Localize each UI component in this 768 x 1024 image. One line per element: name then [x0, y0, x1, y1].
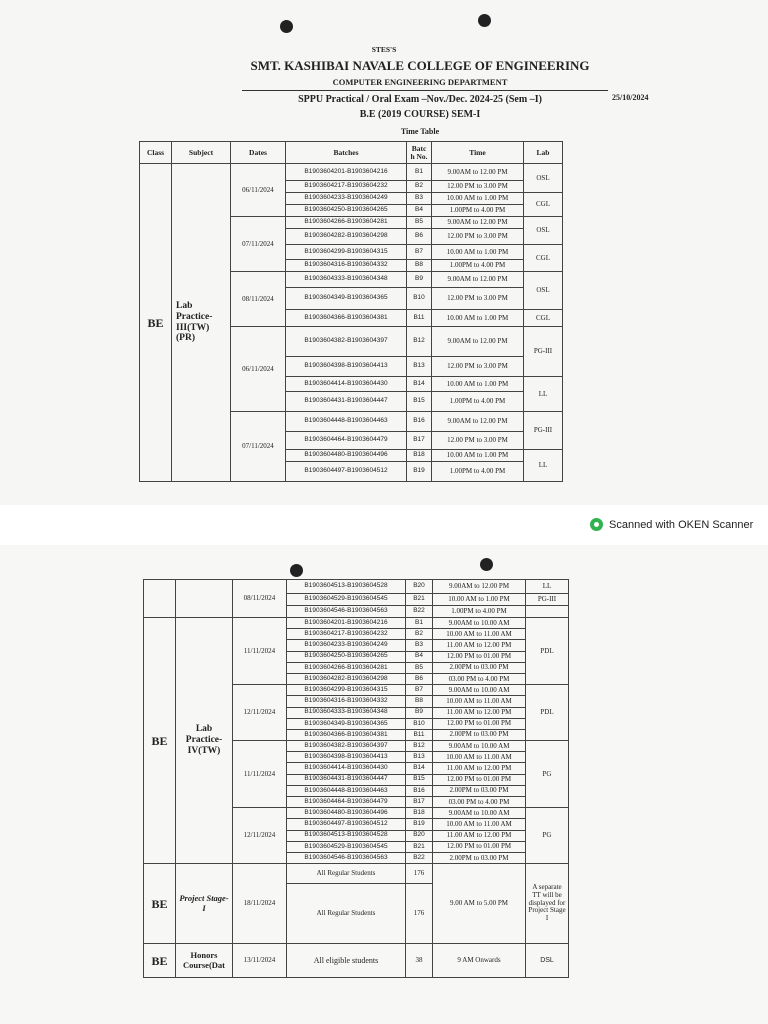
college-name: SMT. KASHIBAI NAVALE COLLEGE OF ENGINEERING — [250, 58, 590, 73]
time-slot: 9.00AM to 12.00 PM — [433, 580, 526, 594]
batch-range: B1903604480-B1903604496 — [286, 450, 407, 462]
time-slot: 10.00 AM to 11.00 AM — [433, 629, 526, 640]
oken-scanner-icon — [590, 518, 603, 531]
batch-number: B19 — [407, 462, 432, 482]
batch-range: B1903604201-B1903604216 — [286, 164, 407, 181]
batch-range: B1903604316-B1903604332 — [286, 260, 407, 272]
lab-cell: LL — [524, 377, 563, 412]
time-slot: 10.00 AM to 1.00 PM — [432, 310, 524, 327]
time-slot: 9.00AM to 10.00 AM — [433, 685, 526, 696]
department-name: COMPUTER ENGINEERING DEPARTMENT — [332, 77, 508, 87]
batch-range: B1903604349-B1903604365 — [286, 288, 407, 310]
col-batches: Batches — [286, 142, 407, 164]
subject-cell: Lab Practice-IV(TW) — [176, 618, 233, 864]
time-slot: 10.00 AM to 1.00 PM — [432, 377, 524, 392]
date-cell: 12/11/2024 — [233, 808, 287, 864]
time-slot: 2.00PM to 03.00 PM — [433, 662, 526, 673]
lab-cell: PG — [526, 741, 569, 808]
lab-cell: OSL — [524, 217, 563, 245]
time-slot: 12.00 PM to 01.00 PM — [433, 841, 526, 852]
col-lab: Lab — [524, 142, 563, 164]
batch-number: B12 — [406, 741, 433, 752]
time-slot: 9.00AM to 12.00 PM — [432, 412, 524, 432]
time-slot: 2.00PM to 03.00 PM — [433, 729, 526, 740]
batch-range: B1903604282-B1903604298 — [286, 229, 407, 245]
batch-range: B1903604233-B1903604249 — [287, 640, 406, 651]
lab-cell: CGL — [524, 245, 563, 272]
batch-range: B1903604217-B1903604232 — [286, 181, 407, 193]
student-count: 176 — [406, 864, 433, 884]
batch-number: B19 — [406, 819, 433, 830]
batch-range: B1903604448-B1903604463 — [287, 785, 406, 796]
batch-range: B1903604333-B1903604348 — [286, 272, 407, 288]
batch-range: B1903604233-B1903604249 — [286, 193, 407, 205]
col-subject: Subject — [172, 142, 231, 164]
batch-range: B1903604398-B1903604413 — [287, 752, 406, 763]
batch-range: B1903604414-B1903604430 — [287, 763, 406, 774]
batch-number: B17 — [407, 432, 432, 450]
batch-range: B1903604266-B1903604281 — [287, 662, 406, 673]
batch-range: B1903604282-B1903604298 — [287, 673, 406, 684]
scanned-page-1 — [0, 0, 768, 505]
batch-number: B20 — [406, 830, 433, 841]
batch-range: B1903604546-B1903604563 — [287, 606, 406, 618]
time-slot: 1.00PM to 4.00 PM — [432, 205, 524, 217]
class-cell: BE — [144, 618, 176, 864]
batch-number: B17 — [406, 797, 433, 808]
batch-number: B11 — [406, 729, 433, 740]
lab-cell: DSL — [526, 944, 569, 978]
batch-number: B14 — [407, 377, 432, 392]
date-cell: 06/11/2024 — [231, 164, 286, 217]
subject-cell: Honors Course(Dat — [176, 944, 233, 978]
batch-number: B8 — [406, 696, 433, 707]
batch-number: B20 — [406, 580, 433, 594]
time-slot: 2.00PM to 03.00 PM — [433, 852, 526, 863]
batch-number: B7 — [407, 245, 432, 260]
time-slot: 2.00PM to 03.00 PM — [433, 785, 526, 796]
time-slot: 9.00AM to 12.00 PM — [432, 217, 524, 229]
col-dates: Dates — [231, 142, 286, 164]
batch-number: B4 — [407, 205, 432, 217]
time-slot: 1.00PM to 4.00 PM — [432, 392, 524, 412]
time-slot: 10.00 AM to 1.00 PM — [432, 245, 524, 260]
batch-number: B6 — [406, 673, 433, 684]
lab-cell: LL — [526, 580, 569, 594]
time-slot: 12.00 PM to 3.00 PM — [432, 181, 524, 193]
time-slot: 9.00AM to 12.00 PM — [432, 272, 524, 288]
batch-number: B22 — [406, 852, 433, 863]
time-slot: 9.00AM to 10.00 AM — [433, 808, 526, 819]
lab-cell: PG-III — [524, 412, 563, 450]
batch-range: B1903604464-B1903604479 — [286, 432, 407, 450]
batch-number: B1 — [406, 618, 433, 629]
batch-number: B18 — [406, 808, 433, 819]
batch-number: B14 — [406, 763, 433, 774]
batch-range: B1903604366-B1903604381 — [287, 729, 406, 740]
batch-range: B1903604201-B1903604216 — [287, 618, 406, 629]
punch-hole-right — [480, 558, 493, 571]
batch-range: B1903604217-B1903604232 — [287, 629, 406, 640]
batch-number: B2 — [406, 629, 433, 640]
batch-range: B1903604349-B1903604365 — [287, 718, 406, 729]
time-slot: 12.00 PM to 3.00 PM — [432, 288, 524, 310]
lab-cell: CGL — [524, 310, 563, 327]
batch-range: B1903604431-B1903604447 — [287, 774, 406, 785]
batch-range: B1903604250-B1903604265 — [287, 651, 406, 662]
class-cell: BE — [144, 944, 176, 978]
batch-range: B1903604316-B1903604332 — [287, 696, 406, 707]
time-slot: 10.00 AM to 11.00 AM — [433, 696, 526, 707]
time-slot: 10.00 AM to 1.00 PM — [433, 594, 526, 606]
batch-number: B5 — [406, 662, 433, 673]
time-slot: 11.00 AM to 12.00 PM — [433, 830, 526, 841]
punch-hole-right — [478, 14, 491, 27]
table-title: Time Table — [400, 127, 440, 136]
batch-number: B16 — [406, 785, 433, 796]
time-slot: 9.00AM to 12.00 PM — [432, 327, 524, 357]
batch-range: All Regular Students — [287, 864, 406, 884]
lab-cell: CGL — [524, 193, 563, 217]
lab-cell: PG-III — [526, 594, 569, 606]
batch-number: B3 — [407, 193, 432, 205]
timetable-lp4 — [143, 579, 569, 978]
society-name: STES'S — [371, 45, 397, 54]
time-slot: 10.00 AM to 1.00 PM — [432, 193, 524, 205]
batch-number: B2 — [407, 181, 432, 193]
subject-cell-empty — [176, 580, 233, 618]
exam-title: SPPU Practical / Oral Exam –Nov./Dec. 2024-25 (Sem –I) — [298, 94, 542, 105]
batch-number: B16 — [407, 412, 432, 432]
date-cell: 08/11/2024 — [233, 580, 287, 618]
date-cell: 06/11/2024 — [231, 327, 286, 412]
lab-cell: OSL — [524, 272, 563, 310]
time-slot: 12.00 PM to 01.00 PM — [433, 774, 526, 785]
batch-number: B10 — [406, 718, 433, 729]
class-cell: BE — [140, 164, 172, 482]
date-cell: 11/11/2024 — [233, 741, 287, 808]
time-slot: 03.00 PM to 4.00 PM — [433, 673, 526, 684]
class-cell: BE — [144, 864, 176, 944]
lab-cell: PDL — [526, 685, 569, 741]
batch-number: B1 — [407, 164, 432, 181]
time-slot: 10.00 AM to 1.00 PM — [432, 450, 524, 462]
lab-cell: OSL — [524, 164, 563, 193]
date-cell: 07/11/2024 — [231, 217, 286, 272]
batch-range: B1903604464-B1903604479 — [287, 797, 406, 808]
lab-cell: PG-III — [524, 327, 563, 377]
time-slot: 9 AM Onwards — [433, 944, 526, 978]
timetable-lp3 — [139, 141, 563, 482]
lab-cell: PDL — [526, 618, 569, 685]
date-cell: 13/11/2024 — [233, 944, 287, 978]
batch-number: B15 — [407, 392, 432, 412]
batch-range: B1903604480-B1903604496 — [287, 808, 406, 819]
time-slot: 12.00 PM to 3.00 PM — [432, 229, 524, 245]
batch-range: B1903604497-B1903604512 — [287, 819, 406, 830]
date-cell: 11/11/2024 — [233, 618, 287, 685]
lab-note: A separate TT will be displayed for Project Stage I — [526, 864, 569, 944]
time-slot: 9.00 AM to 5.00 PM — [433, 864, 526, 944]
batch-number: B15 — [406, 774, 433, 785]
time-slot: 10.00 AM to 11.00 AM — [433, 752, 526, 763]
batch-range: B1903604513-B1903604528 — [287, 580, 406, 594]
scanner-text: Scanned with OKEN Scanner — [609, 518, 754, 531]
header-rule — [242, 90, 608, 91]
batch-range: B1903604299-B1903604315 — [287, 685, 406, 696]
batch-number: B9 — [406, 707, 433, 718]
batch-number: B13 — [407, 357, 432, 377]
batch-number: B11 — [407, 310, 432, 327]
batch-number: B3 — [406, 640, 433, 651]
punch-hole-left — [290, 564, 303, 577]
batch-number: B21 — [406, 594, 433, 606]
batch-number: B12 — [407, 327, 432, 357]
batch-range: B1903604250-B1903604265 — [286, 205, 407, 217]
student-count: 38 — [406, 944, 433, 978]
lab-cell: PG — [526, 808, 569, 864]
time-slot: 12.00 PM to 3.00 PM — [432, 357, 524, 377]
batch-range: B1903604333-B1903604348 — [287, 707, 406, 718]
batch-range: B1903604448-B1903604463 — [286, 412, 407, 432]
batch-number: B7 — [406, 685, 433, 696]
time-slot: 11.00 AM to 12.00 PM — [433, 707, 526, 718]
batch-range: B1903604431-B1903604447 — [286, 392, 407, 412]
date-cell: 07/11/2024 — [231, 412, 286, 482]
col-time: Time — [432, 142, 524, 164]
scanned-page-2 — [0, 545, 768, 1024]
subject-cell: Project Stage-I — [176, 864, 233, 944]
lab-cell: LL — [524, 450, 563, 482]
date-cell: 18/11/2024 — [233, 864, 287, 944]
col-class: Class — [140, 142, 172, 164]
batch-range: B1903604266-B1903604281 — [286, 217, 407, 229]
batch-range: B1903604382-B1903604397 — [287, 741, 406, 752]
batch-number: B5 — [407, 217, 432, 229]
batch-number: B6 — [407, 229, 432, 245]
lab-cell — [526, 606, 569, 618]
batch-number: B22 — [406, 606, 433, 618]
time-slot: 9.00AM to 10.00 AM — [433, 618, 526, 629]
batch-range: B1903604529-B1903604545 — [287, 594, 406, 606]
time-slot: 12.00 PM to 01.00 PM — [433, 718, 526, 729]
batch-range: All Regular Students — [287, 884, 406, 944]
time-slot: 9.00AM to 12.00 PM — [432, 164, 524, 181]
date-cell: 08/11/2024 — [231, 272, 286, 327]
subject-cell: Lab Practice-III(TW) (PR) — [172, 164, 231, 482]
batch-number: B21 — [406, 841, 433, 852]
time-slot: 12.00 PM to 01.00 PM — [433, 651, 526, 662]
scanner-watermark — [590, 518, 753, 531]
time-slot: 10.00 AM to 11.00 AM — [433, 819, 526, 830]
batch-range: B1903604398-B1903604413 — [286, 357, 407, 377]
time-slot: 11.00 AM to 12.00 PM — [433, 763, 526, 774]
time-slot: 1.00PM to 4.00 PM — [432, 260, 524, 272]
time-slot: 1.00PM to 4.00 PM — [433, 606, 526, 618]
class-cell-empty — [144, 580, 176, 618]
time-slot: 12.00 PM to 3.00 PM — [432, 432, 524, 450]
punch-hole-left — [280, 20, 293, 33]
date-cell: 12/11/2024 — [233, 685, 287, 741]
batch-number: B18 — [407, 450, 432, 462]
batch-range: B1903604382-B1903604397 — [286, 327, 407, 357]
batch-number: B13 — [406, 752, 433, 763]
batch-range: B1903604414-B1903604430 — [286, 377, 407, 392]
time-slot: 9.00AM to 10.00 AM — [433, 741, 526, 752]
student-count: 176 — [406, 884, 433, 944]
time-slot: 11.00 AM to 12.00 PM — [433, 640, 526, 651]
batch-number: B4 — [406, 651, 433, 662]
batch-range: B1903604497-B1903604512 — [286, 462, 407, 482]
time-slot: 1.00PM to 4.00 PM — [432, 462, 524, 482]
batch-range: B1903604513-B1903604528 — [287, 830, 406, 841]
batch-range: B1903604546-B1903604563 — [287, 852, 406, 863]
batch-range: B1903604529-B1903604545 — [287, 841, 406, 852]
col-batch-no: Batc h No. — [407, 142, 432, 164]
batch-number: B10 — [407, 288, 432, 310]
time-slot: 03.00 PM to 4.00 PM — [433, 797, 526, 808]
issue-date: 25/10/2024 — [612, 93, 649, 102]
batch-range: All eligible students — [287, 944, 406, 978]
batch-range: B1903604299-B1903604315 — [286, 245, 407, 260]
batch-number: B9 — [407, 272, 432, 288]
course-title: B.E (2019 COURSE) SEM-I — [359, 109, 481, 120]
batch-number: B8 — [407, 260, 432, 272]
batch-range: B1903604366-B1903604381 — [286, 310, 407, 327]
